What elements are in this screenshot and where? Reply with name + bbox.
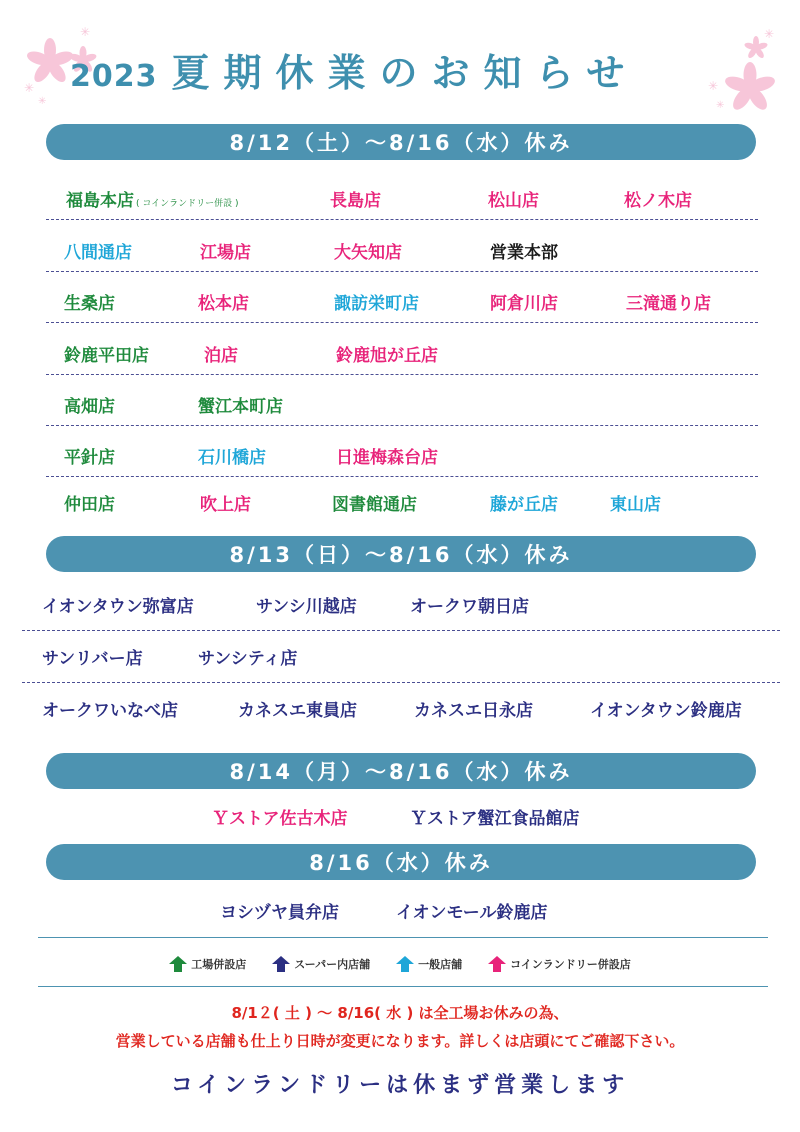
store-row: [0, 289, 800, 319]
store-name: オークワ朝日店: [410, 597, 529, 617]
store-name: 生桑店: [64, 294, 115, 314]
store-name: サンシ川越店: [256, 597, 357, 617]
row-divider: [46, 476, 758, 477]
store-name: 阿倉川店: [490, 294, 558, 314]
row-divider: [46, 271, 758, 272]
store-name: 鈴鹿平田店: [64, 346, 149, 366]
notice-line-2: 営業している店舗も仕上り日時が変更になります。詳しくは店頭にてご確認下さい。: [115, 1032, 685, 1050]
notice-line-1: 8/1２( 土 ) ～ 8/16( 水 ) は全工場お休みの為、: [231, 1004, 569, 1022]
legend: [0, 956, 800, 972]
section-band-4: 8/16（水）休み: [46, 844, 756, 880]
svg-text:✳: ✳: [80, 25, 91, 39]
title-text: 夏期休業のお知らせ: [171, 51, 639, 95]
store-name: 蟹江本町店: [198, 397, 283, 417]
store-note: ( コインランドリー併設 ): [136, 199, 239, 209]
store-row: [0, 238, 800, 268]
store-row: [0, 341, 800, 371]
legend-item-general: [396, 956, 462, 972]
page-title: [70, 42, 638, 102]
svg-text:✳: ✳: [38, 96, 47, 107]
store-name: 江場店: [200, 243, 251, 263]
store-name: 長島店: [330, 191, 381, 211]
arrow-up-icon: [272, 956, 290, 972]
store-name: サンリバー店: [42, 649, 143, 669]
arrow-up-icon: [396, 956, 414, 972]
title-year: 2023: [70, 59, 158, 94]
store-name: イオンタウン弥富店: [42, 597, 194, 617]
legend-item-super: [272, 956, 370, 972]
legend-bottom-line: [38, 986, 768, 987]
legend-label: 工場併設店: [191, 958, 247, 971]
store-row: [0, 696, 800, 726]
store-name: 石川橋店: [198, 448, 266, 468]
store-name: 藤が丘店: [490, 495, 558, 515]
store-row: [0, 592, 800, 622]
store-name: 松本店: [198, 294, 249, 314]
store-row: [0, 443, 800, 473]
svg-text:✳: ✳: [716, 100, 725, 111]
row-divider: [46, 219, 758, 220]
store-name: 泊店: [204, 346, 238, 366]
store-name: イオンモール鈴鹿店: [396, 903, 548, 923]
store-name: 大矢知店: [334, 243, 402, 263]
legend-top-line: [38, 937, 768, 938]
legend-item-factory: [169, 956, 246, 972]
store-name: 松山店: [488, 191, 539, 211]
store-name: 高畑店: [64, 397, 115, 417]
store-name: 平針店: [64, 448, 115, 468]
section-band-1: 8/12（土）～8/16（水）休み: [46, 124, 756, 160]
flower-decoration-right: [702, 26, 792, 116]
arrow-up-icon: [488, 956, 506, 972]
store-name: オークワいなべ店: [42, 701, 178, 721]
store-row: [0, 490, 800, 520]
row-divider: [46, 374, 758, 375]
store-name: 吹上店: [200, 495, 251, 515]
row-divider: [22, 682, 780, 683]
store-row: [0, 644, 800, 674]
store-name: 鈴鹿旭が丘店: [336, 346, 438, 366]
legend-label: スーパー内店舗: [294, 958, 371, 971]
store-name: カネスエ東員店: [238, 701, 357, 721]
footer-message: コインランドリーは休まず営業します: [170, 1073, 630, 1098]
store-name: 八間通店: [64, 243, 132, 263]
store-name: 仲田店: [64, 495, 115, 515]
store-name: Ｙストア蟹江食品館店: [410, 809, 580, 829]
store-name: 営業本部: [490, 243, 558, 263]
section-band-3: 8/14（月）～8/16（水）休み: [46, 753, 756, 789]
svg-text:✳: ✳: [24, 81, 35, 95]
store-name: Ｙストア佐古木店: [212, 809, 348, 829]
store-row: [0, 186, 800, 216]
svg-text:✳: ✳: [764, 27, 775, 41]
store-name: ヨシヅヤ員弁店: [220, 903, 339, 923]
store-name: 諏訪栄町店: [334, 294, 419, 314]
store-name: 東山店: [610, 495, 661, 515]
store-name: カネスエ日永店: [414, 701, 533, 721]
row-divider: [46, 425, 758, 426]
store-name: 日進梅森台店: [336, 448, 438, 468]
arrow-up-icon: [169, 956, 187, 972]
store-name: 図書館通店: [332, 495, 417, 515]
store-name: イオンタウン鈴鹿店: [590, 701, 742, 721]
store-name: 福島本店 ( コインランドリー併設 ): [66, 191, 239, 211]
store-name: 松ノ木店: [624, 191, 692, 211]
store-name: サンシティ店: [198, 649, 298, 669]
svg-text:✳: ✳: [708, 79, 719, 93]
store-name: 三滝通り店: [626, 294, 711, 314]
legend-label: 一般店舗: [418, 958, 463, 971]
row-divider: [46, 322, 758, 323]
store-row: [0, 804, 800, 834]
store-row: [0, 392, 800, 422]
legend-label: コインランドリー併設店: [510, 958, 631, 971]
store-row: [0, 898, 800, 928]
section-band-2: 8/13（日）～8/16（水）休み: [46, 536, 756, 572]
legend-item-laundry: [488, 956, 631, 972]
row-divider: [22, 630, 780, 631]
